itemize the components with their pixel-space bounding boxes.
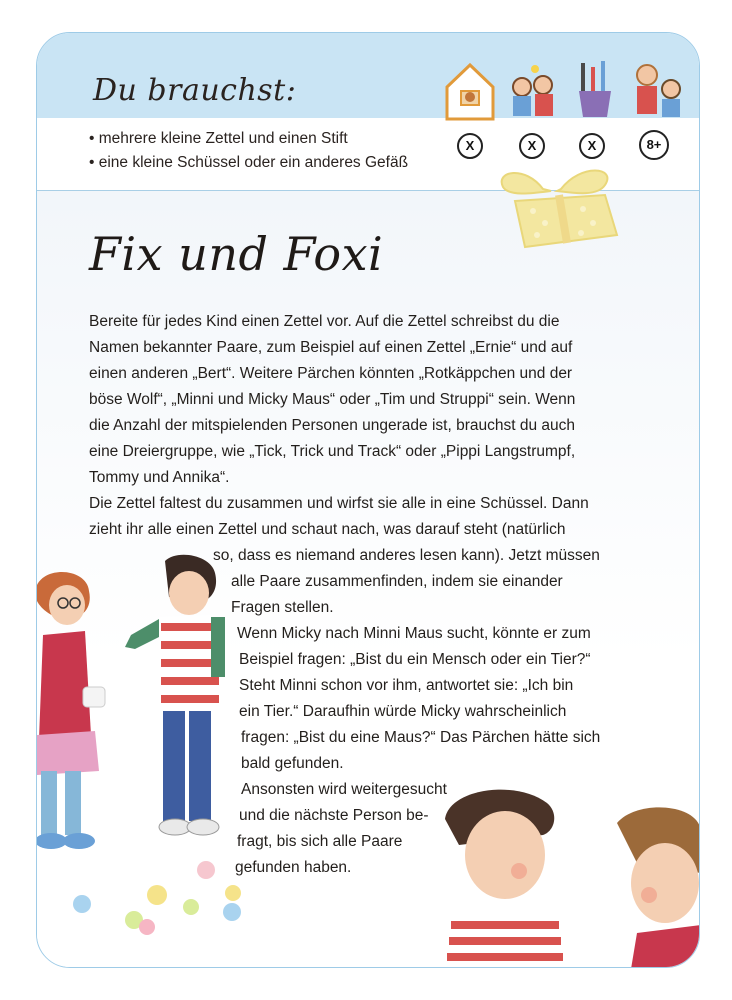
text-line: bald gefunden.: [241, 755, 344, 772]
text-line: Ansonsten wird weitergesucht: [241, 781, 447, 798]
text-line: zieht ihr alle einen Zettel und schaut nach, was darauf steht (natürlich: [89, 521, 566, 538]
text-line: und die nächste Person be-: [239, 807, 429, 824]
text-line: alle Paare zusammenfinden, indem sie einander: [231, 573, 563, 590]
text-line: Wenn Micky nach Minni Maus sucht, könnte er zum: [237, 625, 591, 642]
text-line: Fragen stellen.: [231, 599, 334, 616]
text-line: Beispiel fragen: „Bist du ein Mensch oder ein Tier?“: [239, 651, 591, 668]
text-line: so, dass es niemand anderes lesen kann). Jetzt müssen: [213, 547, 600, 564]
text-line: eine Dreiergruppe, wie „Tick, Trick und Track“ oder „Pippi Langstrumpf,: [89, 443, 576, 460]
home-badge: X: [457, 133, 483, 159]
girl-illustration: [37, 565, 117, 855]
text-line: Bereite für jedes Kind einen Zettel vor. Auf die Zettel schreibst du die: [89, 313, 560, 330]
age-badge: 8+: [639, 130, 669, 160]
confetti-dot: [223, 903, 241, 921]
needs-item: • mehrere kleine Zettel und einen Stift: [89, 127, 408, 151]
confetti-dot: [225, 885, 241, 901]
text-line: die Anzahl der mitspielenden Personen ungerade ist, brauchst du auch: [89, 417, 575, 434]
boy-bottom-illustration: [435, 785, 575, 968]
text-line: Steht Minni schon vor ihm, antwortet sie: „Ich bin: [239, 677, 574, 694]
text-line: Die Zettel faltest du zusammen und wirfst sie alle in eine Schüssel. Dann: [89, 495, 589, 512]
confetti-dot: [139, 919, 155, 935]
game-title: Fix und Foxi: [89, 227, 384, 281]
text-line: einen anderen „Bert“. Weitere Pärchen könnten „Rotkäppchen und der: [89, 365, 573, 382]
text-line: fragen: „Bist du eine Maus?“ Das Pärchen hätte sich: [241, 729, 601, 746]
text-line: gefunden haben.: [235, 859, 352, 876]
outdoor-badge: X: [519, 133, 545, 159]
confetti-dot: [197, 861, 215, 879]
text-line: fragt, bis sich alle Paare: [237, 833, 403, 850]
boy-right-illustration: [607, 803, 700, 968]
game-card: [36, 32, 700, 968]
confetti-dot: [73, 895, 91, 913]
confetti-dot: [183, 899, 199, 915]
text-line: ein Tier.“ Daraufhin würde Micky wahrscheinlich: [239, 703, 567, 720]
boy-illustration: [121, 553, 233, 843]
confetti-dot: [147, 885, 167, 905]
needs-item: • eine kleine Schüssel oder ein anderes Gefäß: [89, 151, 408, 175]
needs-title: Du brauchst:: [93, 73, 297, 108]
text-line: Namen bekannter Paare, zum Beispiel auf einen Zettel „Ernie“ und auf: [89, 339, 573, 356]
text-line: Tommy und Annika“.: [89, 469, 230, 486]
text-line: böse Wolf“, „Minni und Micky Maus“ oder „Tim und Struppi“ sein. Wenn: [89, 391, 576, 408]
crafts-badge: X: [579, 133, 605, 159]
